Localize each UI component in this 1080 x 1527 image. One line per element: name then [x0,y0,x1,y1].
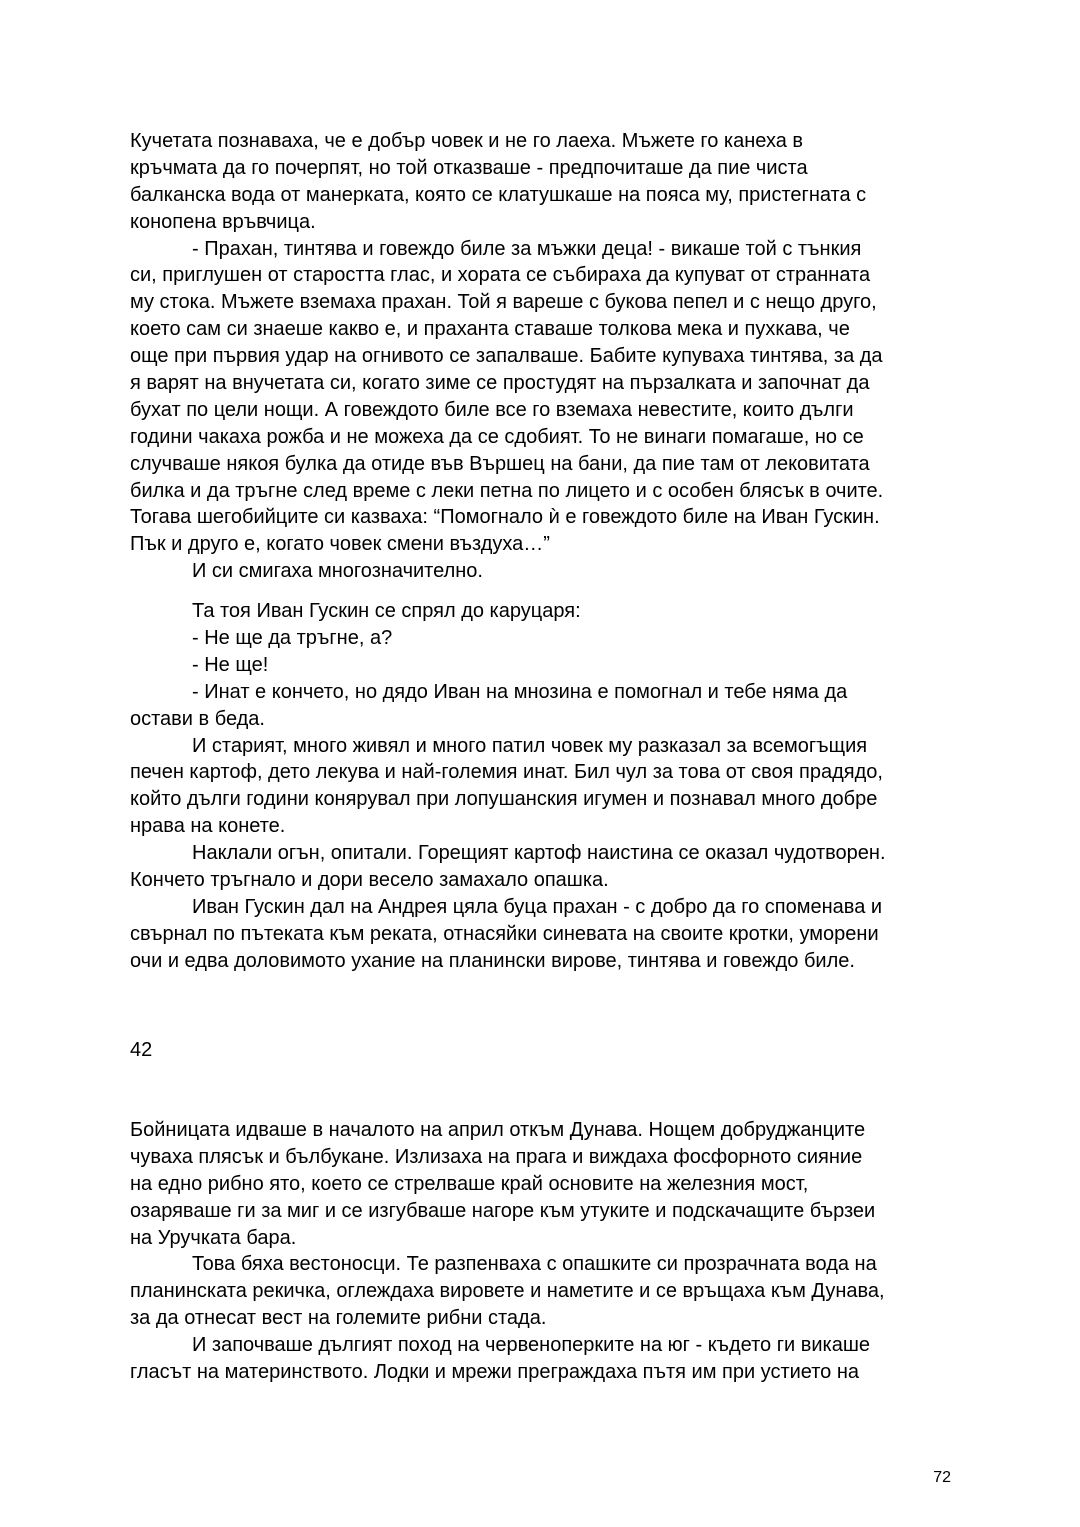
text-line: - Инат е кончето, но дядо Иван на мнозина е помогнал и тебе няма да [192,680,848,703]
section-two-text [130,1117,960,1386]
text-line: кръчмата да го почерпят, но той отказваше - предпочиташе да пие чиста [130,156,808,179]
text-line: - Не ще да тръгне, а? [192,627,393,650]
text-line: Та тоя Иван Гускин се спрял до каруцаря: [192,600,581,623]
text-line: очи и едва доловимото ухание на планински вирове, тинтява и говеждо биле. [130,949,855,972]
text-line: билка и да тръгне след време с леки петна по лицето и с особен блясък в очите. [130,479,884,502]
text-line: бухат по цели нощи. А говеждото биле все го вземаха невестите, които дълги [130,398,854,421]
text-line: гласът на материнството. Лодки и мрежи преграждаха пътя им при устието на [130,1361,860,1384]
text-line: Кончето тръгнало и дори весело замахало опашка. [130,869,609,892]
text-line: планинската рекичка, оглеждаха вировете и наметите и се връщаха към Дунава, [130,1280,885,1303]
text-line: Тогава шегобийците си казваха: “Помогнало ѝ е говеждото биле на Иван Гускин. [130,506,880,529]
text-line: още при първия удар на огнивото се запалваше. Бабите купуваха тинтява, за да [130,345,883,368]
text-line: озаряваше ги за миг и се изгубваше нагоре към утуките и подскачащите бързеи [130,1199,876,1222]
text-line: И старият, много живял и много патил човек му разказал за всемогъщия [192,734,868,757]
text-line: чуваха плясък и бълбукане. Излизаха на прага и виждаха фосфорното сияние [130,1145,863,1168]
text-line: И си смигаха многозначително. [192,560,483,583]
chapter-number: 42 [130,1039,153,1061]
text-line: на Уручката бара. [130,1226,297,1249]
text-line: Пък и друго е, когато човек смени въздуха…” [130,533,550,556]
text-line: си, приглушен от старостта глас, и хората се събираха да купуват от странната [130,264,871,287]
text-line: нрава на конете. [130,815,286,838]
text-line: балканска вода от манерката, която се клатушкаше на пояса му, пристегната с [130,183,867,206]
text-line: - Прахан, тинтява и говеждо биле за мъжки деца! - викаше той с тънкия [192,237,862,260]
page-number: 72 [933,1469,951,1486]
text-line: което сам си знаеше какво е, и праханта ставаше толкова мека и пухкава, че [130,318,850,341]
text-line: на едно рибно ято, което се стрелваше край основите на железния мост, [130,1172,809,1195]
text-line: остави в беда. [130,707,265,730]
text-line: печен картоф, дето лекува и най-големия инат. Бил чул за това от своя прадядо, [130,761,883,784]
text-line: я варят на внучетата си, когато зиме се простудят на пързалката и започнат да [130,372,870,395]
text-line: който дълги години конярувал при лопушанския игумен и познавал много добре [130,788,878,811]
paragraph-gap [130,585,960,598]
text-line: години чакаха рожба и не можеха да се сдобият. То не винаги помагаше, но се [130,425,864,448]
text-line: му стока. Мъжете вземаха прахан. Той я вареше с букова пепел и с нещо друго, [130,291,877,314]
text-line: конопена връвчица. [130,210,316,233]
text-line: случваше някоя булка да отиде във Вършец на бани, да пие там от лековитата [130,452,870,475]
text-line: за да отнесат вест на големите рибни стада. [130,1307,547,1330]
text-line: Наклали огън, опитали. Горещият картоф наистина се оказал чудотворен. [192,842,886,865]
text-line: Иван Гускин дал на Андрея цяла буца прахан - с добро да го споменава и [192,895,883,918]
section-one-text [130,128,960,975]
text-line: свърнал по пътеката към реката, отнасяйки синевата на своите кротки, уморени [130,922,879,945]
text-line: Бойницата идваше в началото на април откъм Дунава. Нощем добруджанците [130,1119,866,1141]
text-line: Това бяха вестоносци. Те разпенваха с опашките си прозрачната вода на [192,1253,877,1276]
text-line: Кучетата познаваха, че е добър човек и не го лаеха. Мъжете го канеха в [130,130,804,152]
text-line: - Не ще! [192,653,269,676]
text-line: И започваше дългият поход на червеноперките на юг - където ги викаше [192,1334,871,1357]
